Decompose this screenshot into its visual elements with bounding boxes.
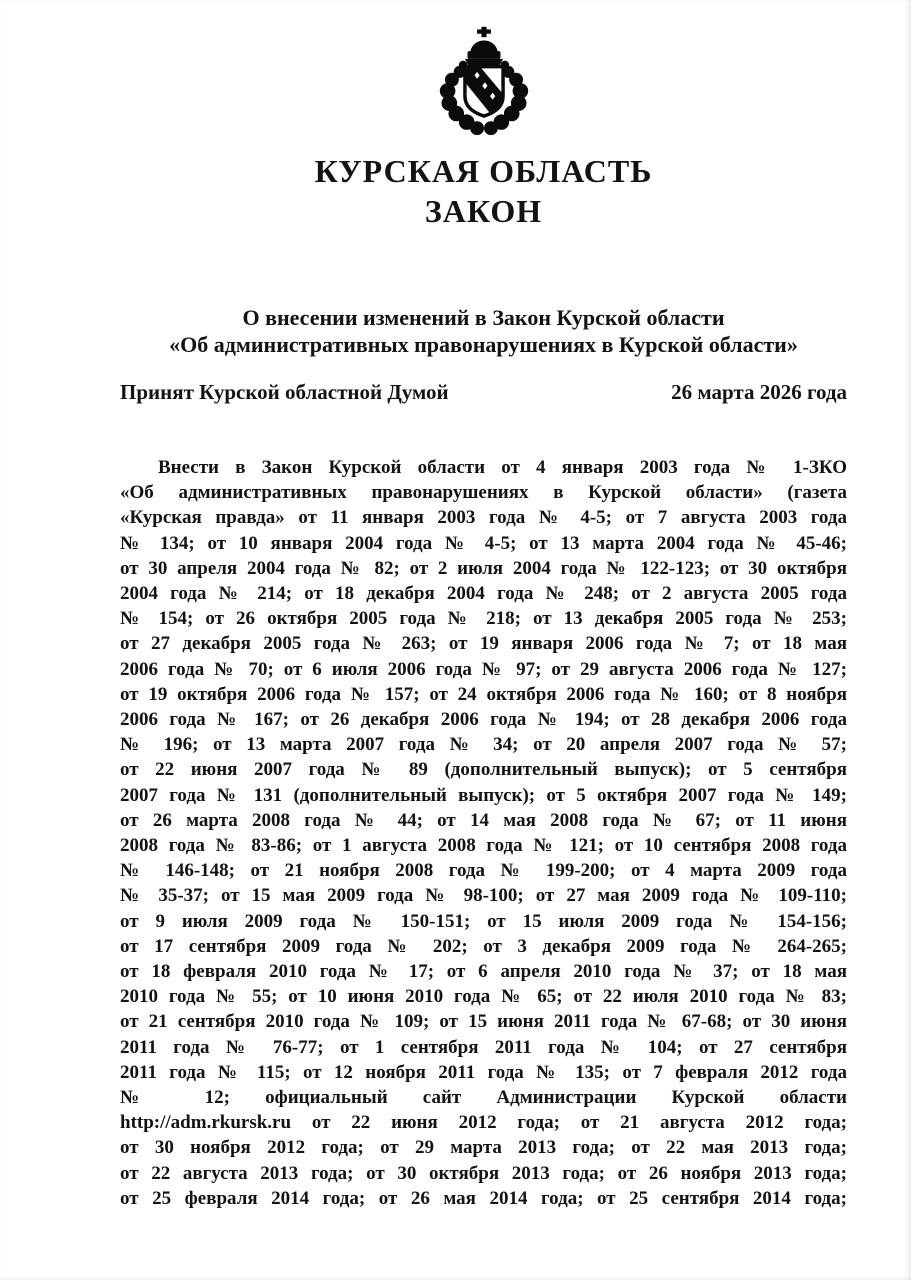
body-line: от 21 сентября 2010 года № 109; от 15 июня 2011 года № 67-68; от 30 июня: [120, 1011, 847, 1033]
body-line: http://adm.rkursk.ru от 22 июня 2012 года; от 21 августа 2012 года;: [120, 1112, 847, 1134]
body-line: от 30 ноября 2012 года; от 29 марта 2013 года; от 22 мая 2013 года;: [120, 1137, 847, 1159]
body-line: «Курская правда» от 11 января 2003 года № 4-5; от 7 августа 2003 года: [120, 507, 847, 529]
document-content: [120, 0, 847, 1211]
adopted-by-label: Принят Курской областной Думой: [120, 380, 449, 404]
body-line: от 30 апреля 2004 года № 82; от 2 июля 2004 года № 122-123; от 30 октября: [120, 557, 847, 579]
body-paragraph: [120, 455, 847, 1211]
body-line: 2004 года № 214; от 18 декабря 2004 года № 248; от 2 августа 2005 года: [120, 583, 847, 605]
body-line: № 146-148; от 21 ноября 2008 года № 199-200; от 4 марта 2009 года: [120, 860, 847, 882]
body-line: № 196; от 13 марта 2007 года № 34; от 20 апреля 2007 года № 57;: [120, 734, 847, 756]
body-line: от 17 сентября 2009 года № 202; от 3 декабря 2009 года № 264-265;: [120, 935, 847, 957]
title-line: О внесении изменений в Закон Курской области: [242, 305, 725, 330]
body-line: 2006 года № 167; от 26 декабря 2006 года № 194; от 28 декабря 2006 года: [120, 709, 847, 731]
body-line: от 9 июля 2009 года № 150-151; от 15 июля 2009 года № 154-156;: [120, 910, 847, 932]
document-title: [120, 304, 847, 358]
body-line: № 12; официальный сайт Администрации Курской области: [120, 1087, 847, 1109]
body-line: «Об административных правонарушениях в Курской области» (газета: [120, 482, 847, 504]
body-line: от 22 августа 2013 года; от 30 октября 2013 года; от 26 ноября 2013 года;: [120, 1162, 847, 1184]
body-line: от 18 февраля 2010 года № 17; от 6 апреля 2010 года № 37; от 18 мая: [120, 961, 847, 983]
emblem-container: [120, 0, 847, 142]
region-name-heading: КУРСКАЯ ОБЛАСТЬ: [314, 153, 653, 189]
body-line: № 154; от 26 октября 2005 года № 218; от 13 декабря 2005 года № 253;: [120, 608, 847, 630]
body-line: 2008 года № 83-86; от 1 августа 2008 года № 121; от 10 сентября 2008 года: [120, 835, 847, 857]
body-line: от 27 декабря 2005 года № 263; от 19 января 2006 года № 7; от 18 мая: [120, 633, 847, 655]
body-line: 2010 года № 55; от 10 июня 2010 года № 65; от 22 июля 2010 года № 83;: [120, 986, 847, 1008]
body-line: от 26 марта 2008 года № 44; от 14 мая 2008 года № 67; от 11 июня: [120, 809, 847, 831]
body-line: № 134; от 10 января 2004 года № 4-5; от 13 марта 2004 года № 45-46;: [120, 532, 847, 554]
body-line: 2007 года № 131 (дополнительный выпуск); от 5 октября 2007 года № 149;: [120, 784, 847, 806]
kursk-oblast-coat-of-arms-icon: [432, 26, 536, 142]
body-line: 2011 года № 76-77; от 1 сентября 2011 года № 104; от 27 сентября: [120, 1036, 847, 1058]
adoption-date: 26 марта 2026 года: [671, 380, 847, 404]
body-line: от 19 октября 2006 года № 157; от 24 октября 2006 года № 160; от 8 ноября: [120, 683, 847, 705]
adoption-row: [120, 380, 847, 405]
body-line: Внести в Закон Курской области от 4 января 2003 года № 1-ЗКО: [158, 457, 847, 478]
title-line: «Об административных правонарушениях в Курской области»: [169, 332, 798, 357]
body-line: № 35-37; от 15 мая 2009 года № 98-100; от 27 мая 2009 года № 109-110;: [120, 885, 847, 907]
body-line: от 25 февраля 2014 года; от 26 мая 2014 года; от 25 сентября 2014 года;: [120, 1187, 847, 1209]
body-line: 2011 года № 115; от 12 ноября 2011 года № 135; от 7 февраля 2012 года: [120, 1061, 847, 1083]
body-line: от 22 июня 2007 года № 89 (дополнительный выпуск); от 5 сентября: [120, 759, 847, 781]
body-line: 2006 года № 70; от 6 июля 2006 года № 97; от 29 августа 2006 года № 127;: [120, 658, 847, 680]
document-type-heading: ЗАКОН: [424, 193, 543, 229]
